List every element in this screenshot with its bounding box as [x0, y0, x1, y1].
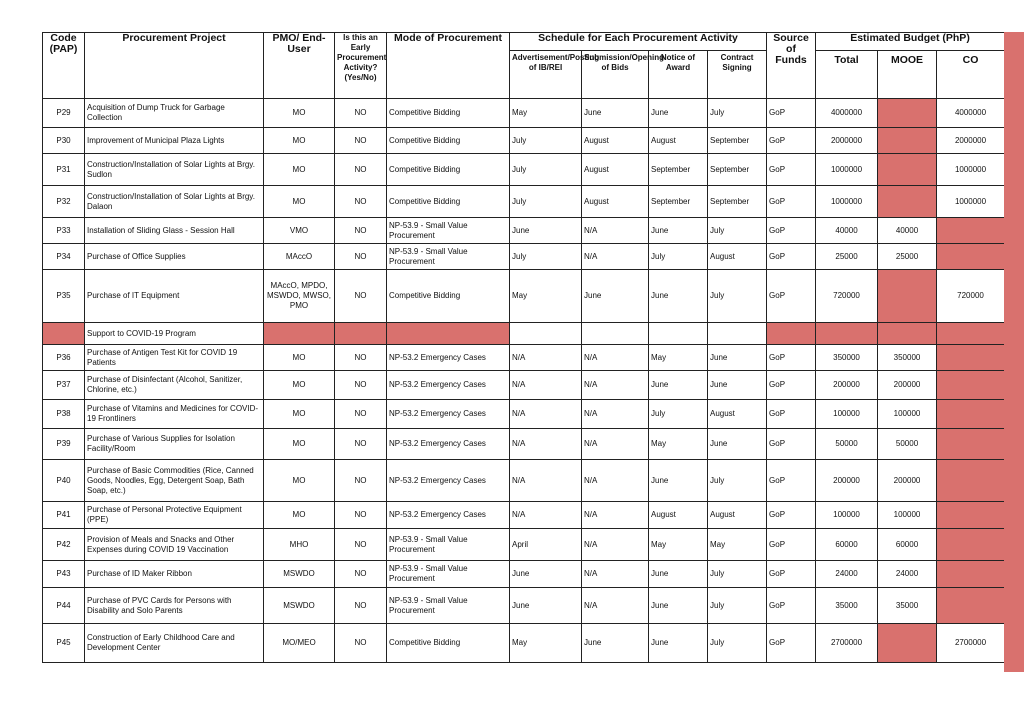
code-cell: P31: [43, 154, 85, 186]
mooe-cell: 25000: [878, 244, 937, 270]
total-cell: 35000: [816, 588, 878, 624]
notice-of-award-cell: June: [649, 588, 708, 624]
submission-cell: N/A: [582, 244, 649, 270]
co-cell: 4000000: [937, 99, 1005, 128]
source-of-funds-cell: GoP: [767, 186, 816, 218]
advertisement-cell: July: [510, 244, 582, 270]
submission-cell: N/A: [582, 371, 649, 400]
pmo-cell: MSWDO: [264, 561, 335, 588]
total-cell: 25000: [816, 244, 878, 270]
co-cell: 2700000: [937, 624, 1005, 663]
project-cell: Construction/Installation of Solar Lights at Brgy. Dalaon: [85, 186, 264, 218]
mode-cell: NP-53.9 - Small Value Procurement: [387, 244, 510, 270]
code-cell: [43, 323, 85, 345]
advertisement-cell: May: [510, 99, 582, 128]
early-procurement-cell: NO: [335, 186, 387, 218]
code-cell: P32: [43, 186, 85, 218]
mode-cell: NP-53.9 - Small Value Procurement: [387, 588, 510, 624]
code-cell: P29: [43, 99, 85, 128]
source-of-funds-cell: GoP: [767, 128, 816, 154]
co-cell: [937, 429, 1005, 460]
co-cell: [937, 588, 1005, 624]
advertisement-cell: June: [510, 561, 582, 588]
total-cell: 2700000: [816, 624, 878, 663]
project-cell: Acquisition of Dump Truck for Garbage Collection: [85, 99, 264, 128]
header-mode: Mode of Procurement: [387, 33, 510, 99]
advertisement-cell: [510, 323, 582, 345]
table-row: [43, 460, 1005, 502]
mooe-cell: [878, 154, 937, 186]
early-procurement-cell: NO: [335, 429, 387, 460]
mode-cell: NP-53.9 - Small Value Procurement: [387, 529, 510, 561]
project-cell: Purchase of ID Maker Ribbon: [85, 561, 264, 588]
co-cell: [937, 561, 1005, 588]
advertisement-cell: April: [510, 529, 582, 561]
source-of-funds-cell: GoP: [767, 400, 816, 429]
submission-cell: N/A: [582, 561, 649, 588]
source-of-funds-cell: GoP: [767, 270, 816, 323]
pmo-cell: MO: [264, 400, 335, 429]
total-cell: 100000: [816, 502, 878, 529]
mooe-cell: 200000: [878, 460, 937, 502]
pmo-cell: MO: [264, 502, 335, 529]
advertisement-cell: N/A: [510, 502, 582, 529]
code-cell: P38: [43, 400, 85, 429]
table-row: [43, 371, 1005, 400]
total-cell: 24000: [816, 561, 878, 588]
header-pmo: PMO/ End-User: [264, 33, 335, 99]
project-cell: Installation of Sliding Glass - Session Hall: [85, 218, 264, 244]
pmo-cell: VMO: [264, 218, 335, 244]
notice-of-award-cell: June: [649, 99, 708, 128]
early-procurement-cell: NO: [335, 502, 387, 529]
co-cell: 2000000: [937, 128, 1005, 154]
source-of-funds-cell: GoP: [767, 588, 816, 624]
co-cell: 1000000: [937, 186, 1005, 218]
header-source-of-funds: Source of Funds: [767, 33, 816, 99]
notice-of-award-cell: September: [649, 154, 708, 186]
table-row: [43, 529, 1005, 561]
early-procurement-cell: NO: [335, 218, 387, 244]
mode-cell: NP-53.9 - Small Value Procurement: [387, 561, 510, 588]
advertisement-cell: June: [510, 218, 582, 244]
contract-signing-cell: July: [708, 624, 767, 663]
contract-signing-cell: May: [708, 529, 767, 561]
advertisement-cell: N/A: [510, 460, 582, 502]
header-project: Procurement Project: [85, 33, 264, 99]
mooe-cell: [878, 624, 937, 663]
contract-signing-cell: August: [708, 502, 767, 529]
pmo-cell: MO: [264, 99, 335, 128]
contract-signing-cell: July: [708, 270, 767, 323]
notice-of-award-cell: September: [649, 186, 708, 218]
pmo-cell: MO: [264, 429, 335, 460]
mooe-cell: [878, 128, 937, 154]
procurement-plan-sheet: [42, 32, 1004, 663]
co-cell: [937, 502, 1005, 529]
total-cell: 720000: [816, 270, 878, 323]
advertisement-cell: N/A: [510, 371, 582, 400]
advertisement-cell: N/A: [510, 429, 582, 460]
contract-signing-cell: September: [708, 186, 767, 218]
header-schedule: Schedule for Each Procurement Activity: [510, 33, 767, 51]
mode-cell: NP-53.2 Emergency Cases: [387, 502, 510, 529]
mooe-cell: [878, 99, 937, 128]
table-row: [43, 218, 1005, 244]
mooe-cell: 24000: [878, 561, 937, 588]
pmo-cell: MO: [264, 345, 335, 371]
contract-signing-cell: [708, 323, 767, 345]
source-of-funds-cell: GoP: [767, 244, 816, 270]
pmo-cell: MO: [264, 460, 335, 502]
header-advertisement: Advertisement/Posting of IB/REI: [510, 51, 582, 99]
notice-of-award-cell: July: [649, 244, 708, 270]
total-cell: 40000: [816, 218, 878, 244]
mode-cell: NP-53.2 Emergency Cases: [387, 429, 510, 460]
mooe-cell: 350000: [878, 345, 937, 371]
contract-signing-cell: July: [708, 588, 767, 624]
early-procurement-cell: NO: [335, 99, 387, 128]
source-of-funds-cell: GoP: [767, 624, 816, 663]
mode-cell: NP-53.2 Emergency Cases: [387, 400, 510, 429]
submission-cell: N/A: [582, 529, 649, 561]
code-cell: P37: [43, 371, 85, 400]
submission-cell: N/A: [582, 588, 649, 624]
contract-signing-cell: July: [708, 460, 767, 502]
code-cell: P41: [43, 502, 85, 529]
table-row: [43, 624, 1005, 663]
contract-signing-cell: July: [708, 561, 767, 588]
notice-of-award-cell: [649, 323, 708, 345]
advertisement-cell: May: [510, 270, 582, 323]
header-submission: Submission/Opening of Bids: [582, 51, 649, 99]
contract-signing-cell: June: [708, 345, 767, 371]
project-cell: Purchase of Various Supplies for Isolation Facility/Room: [85, 429, 264, 460]
total-cell: [816, 323, 878, 345]
mooe-cell: 35000: [878, 588, 937, 624]
notice-of-award-cell: June: [649, 460, 708, 502]
early-procurement-cell: NO: [335, 460, 387, 502]
notice-of-award-cell: June: [649, 218, 708, 244]
header-total: Total: [816, 51, 878, 99]
mode-cell: NP-53.2 Emergency Cases: [387, 460, 510, 502]
table-row: [43, 128, 1005, 154]
submission-cell: June: [582, 270, 649, 323]
margin-highlight-strip: [1004, 32, 1024, 672]
source-of-funds-cell: GoP: [767, 561, 816, 588]
code-cell: P44: [43, 588, 85, 624]
advertisement-cell: N/A: [510, 345, 582, 371]
mooe-cell: 100000: [878, 400, 937, 429]
table-row: [43, 502, 1005, 529]
total-cell: 60000: [816, 529, 878, 561]
submission-cell: August: [582, 154, 649, 186]
table-row: [43, 429, 1005, 460]
project-cell: Purchase of Vitamins and Medicines for COVID-19 Frontliners: [85, 400, 264, 429]
contract-signing-cell: September: [708, 154, 767, 186]
co-cell: 720000: [937, 270, 1005, 323]
procurement-table: [42, 32, 1005, 663]
early-procurement-cell: NO: [335, 529, 387, 561]
code-cell: P45: [43, 624, 85, 663]
source-of-funds-cell: GoP: [767, 502, 816, 529]
source-of-funds-cell: [767, 323, 816, 345]
co-cell: [937, 529, 1005, 561]
mode-cell: Competitive Bidding: [387, 99, 510, 128]
mooe-cell: [878, 186, 937, 218]
mooe-cell: 40000: [878, 218, 937, 244]
notice-of-award-cell: July: [649, 400, 708, 429]
code-cell: P40: [43, 460, 85, 502]
submission-cell: August: [582, 186, 649, 218]
source-of-funds-cell: GoP: [767, 371, 816, 400]
code-cell: P39: [43, 429, 85, 460]
project-cell: Support to COVID-19 Program: [85, 323, 264, 345]
contract-signing-cell: June: [708, 371, 767, 400]
table-row: [43, 345, 1005, 371]
contract-signing-cell: August: [708, 400, 767, 429]
advertisement-cell: May: [510, 624, 582, 663]
source-of-funds-cell: GoP: [767, 218, 816, 244]
early-procurement-cell: [335, 323, 387, 345]
notice-of-award-cell: August: [649, 128, 708, 154]
mode-cell: Competitive Bidding: [387, 186, 510, 218]
project-cell: Purchase of PVC Cards for Persons with Disability and Solo Parents: [85, 588, 264, 624]
source-of-funds-cell: GoP: [767, 429, 816, 460]
early-procurement-cell: NO: [335, 561, 387, 588]
contract-signing-cell: July: [708, 218, 767, 244]
table-row: [43, 99, 1005, 128]
early-procurement-cell: NO: [335, 371, 387, 400]
advertisement-cell: July: [510, 128, 582, 154]
early-procurement-cell: NO: [335, 154, 387, 186]
project-cell: Purchase of Disinfectant (Alcohol, Sanitizer, Chlorine, etc.): [85, 371, 264, 400]
co-cell: [937, 460, 1005, 502]
header-code: Code (PAP): [43, 33, 85, 99]
submission-cell: [582, 323, 649, 345]
submission-cell: N/A: [582, 502, 649, 529]
early-procurement-cell: NO: [335, 588, 387, 624]
pmo-cell: MO: [264, 154, 335, 186]
header-contract-signing: Contract Signing: [708, 51, 767, 99]
contract-signing-cell: September: [708, 128, 767, 154]
source-of-funds-cell: GoP: [767, 99, 816, 128]
total-cell: 50000: [816, 429, 878, 460]
project-cell: Purchase of Personal Protective Equipment (PPE): [85, 502, 264, 529]
early-procurement-cell: NO: [335, 128, 387, 154]
table-row: [43, 270, 1005, 323]
total-cell: 2000000: [816, 128, 878, 154]
mode-cell: [387, 323, 510, 345]
mode-cell: Competitive Bidding: [387, 270, 510, 323]
mode-cell: NP-53.9 - Small Value Procurement: [387, 218, 510, 244]
source-of-funds-cell: GoP: [767, 154, 816, 186]
table-row: [43, 244, 1005, 270]
header-notice-of-award: Notice of Award: [649, 51, 708, 99]
pmo-cell: MSWDO: [264, 588, 335, 624]
co-cell: [937, 371, 1005, 400]
total-cell: 200000: [816, 371, 878, 400]
table-row: [43, 588, 1005, 624]
code-cell: P35: [43, 270, 85, 323]
co-cell: 1000000: [937, 154, 1005, 186]
total-cell: 100000: [816, 400, 878, 429]
table-row: [43, 154, 1005, 186]
mooe-cell: [878, 323, 937, 345]
source-of-funds-cell: GoP: [767, 529, 816, 561]
contract-signing-cell: July: [708, 99, 767, 128]
header-co: CO: [937, 51, 1005, 99]
pmo-cell: [264, 323, 335, 345]
pmo-cell: MAccO: [264, 244, 335, 270]
mooe-cell: 50000: [878, 429, 937, 460]
co-cell: [937, 345, 1005, 371]
early-procurement-cell: NO: [335, 244, 387, 270]
early-procurement-cell: NO: [335, 345, 387, 371]
early-procurement-cell: NO: [335, 270, 387, 323]
total-cell: 1000000: [816, 186, 878, 218]
contract-signing-cell: June: [708, 429, 767, 460]
table-row: [43, 323, 1005, 345]
contract-signing-cell: August: [708, 244, 767, 270]
submission-cell: June: [582, 624, 649, 663]
project-cell: Purchase of Basic Commodities (Rice, Canned Goods, Noodles, Egg, Detergent Soap, Bath Soap, etc.): [85, 460, 264, 502]
advertisement-cell: June: [510, 588, 582, 624]
notice-of-award-cell: June: [649, 371, 708, 400]
pmo-cell: MO: [264, 128, 335, 154]
project-cell: Construction of Early Childhood Care and Development Center: [85, 624, 264, 663]
submission-cell: N/A: [582, 460, 649, 502]
mooe-cell: 200000: [878, 371, 937, 400]
notice-of-award-cell: June: [649, 561, 708, 588]
table-row: [43, 561, 1005, 588]
submission-cell: August: [582, 128, 649, 154]
submission-cell: June: [582, 99, 649, 128]
submission-cell: N/A: [582, 400, 649, 429]
total-cell: 1000000: [816, 154, 878, 186]
mode-cell: Competitive Bidding: [387, 624, 510, 663]
notice-of-award-cell: May: [649, 345, 708, 371]
project-cell: Provision of Meals and Snacks and Other Expenses during COVID 19 Vaccination: [85, 529, 264, 561]
code-cell: P30: [43, 128, 85, 154]
early-procurement-cell: NO: [335, 400, 387, 429]
pmo-cell: MO: [264, 371, 335, 400]
project-cell: Purchase of Office Supplies: [85, 244, 264, 270]
total-cell: 4000000: [816, 99, 878, 128]
pmo-cell: MAccO, MPDO, MSWDO, MWSO, PMO: [264, 270, 335, 323]
co-cell: [937, 244, 1005, 270]
pmo-cell: MO/MEO: [264, 624, 335, 663]
advertisement-cell: N/A: [510, 400, 582, 429]
table-row: [43, 186, 1005, 218]
code-cell: P33: [43, 218, 85, 244]
co-cell: [937, 400, 1005, 429]
project-cell: Purchase of IT Equipment: [85, 270, 264, 323]
header-early-procurement: Is this an Early Procurement Activity? (Yes/No): [335, 33, 387, 99]
code-cell: P43: [43, 561, 85, 588]
table-row: [43, 400, 1005, 429]
mode-cell: Competitive Bidding: [387, 154, 510, 186]
project-cell: Construction/Installation of Solar Lights at Brgy. Sudlon: [85, 154, 264, 186]
source-of-funds-cell: GoP: [767, 460, 816, 502]
header-budget: Estimated Budget (PhP): [816, 33, 1005, 51]
notice-of-award-cell: June: [649, 270, 708, 323]
source-of-funds-cell: GoP: [767, 345, 816, 371]
project-cell: Improvement of Municipal Plaza Lights: [85, 128, 264, 154]
submission-cell: N/A: [582, 218, 649, 244]
notice-of-award-cell: August: [649, 502, 708, 529]
pmo-cell: MO: [264, 186, 335, 218]
mode-cell: Competitive Bidding: [387, 128, 510, 154]
project-cell: Purchase of Antigen Test Kit for COVID 19 Patients: [85, 345, 264, 371]
total-cell: 350000: [816, 345, 878, 371]
co-cell: [937, 218, 1005, 244]
mode-cell: NP-53.2 Emergency Cases: [387, 371, 510, 400]
mode-cell: NP-53.2 Emergency Cases: [387, 345, 510, 371]
code-cell: P42: [43, 529, 85, 561]
early-procurement-cell: NO: [335, 624, 387, 663]
mooe-cell: 60000: [878, 529, 937, 561]
notice-of-award-cell: June: [649, 624, 708, 663]
mooe-cell: [878, 270, 937, 323]
pmo-cell: MHO: [264, 529, 335, 561]
code-cell: P36: [43, 345, 85, 371]
header-mooe: MOOE: [878, 51, 937, 99]
co-cell: [937, 323, 1005, 345]
notice-of-award-cell: May: [649, 429, 708, 460]
mooe-cell: 100000: [878, 502, 937, 529]
advertisement-cell: July: [510, 154, 582, 186]
code-cell: P34: [43, 244, 85, 270]
advertisement-cell: July: [510, 186, 582, 218]
submission-cell: N/A: [582, 429, 649, 460]
submission-cell: N/A: [582, 345, 649, 371]
total-cell: 200000: [816, 460, 878, 502]
notice-of-award-cell: May: [649, 529, 708, 561]
